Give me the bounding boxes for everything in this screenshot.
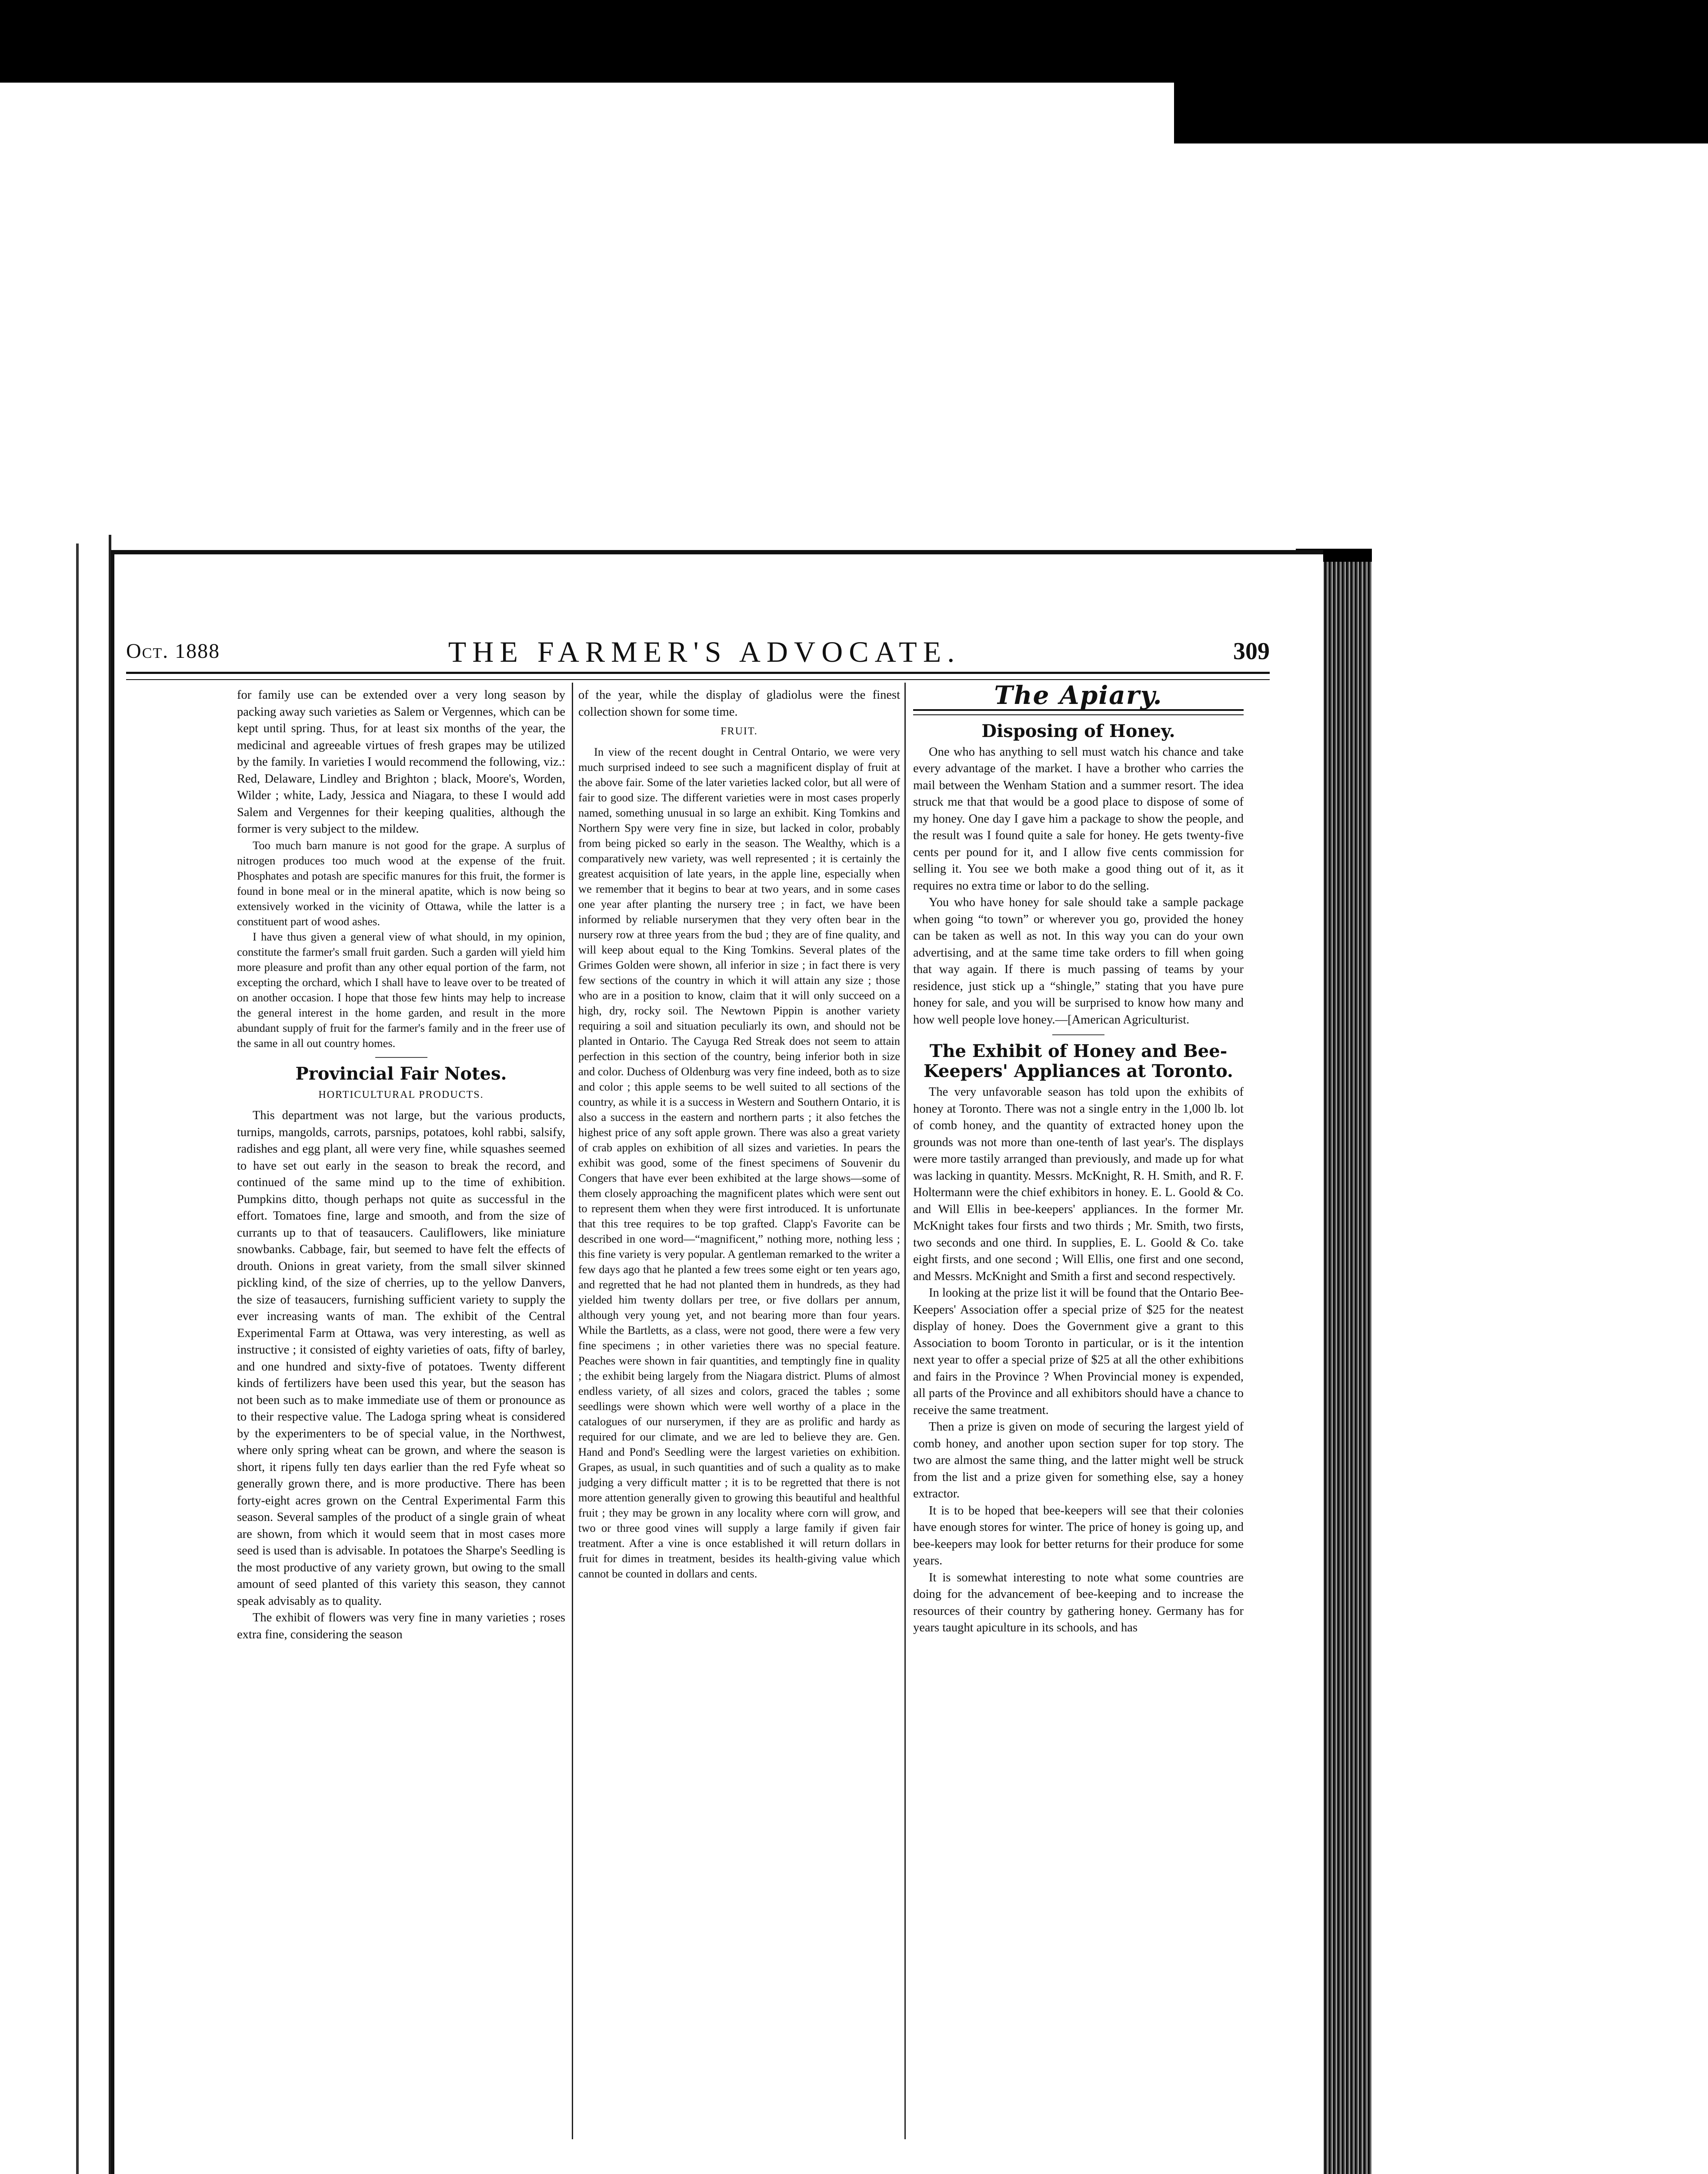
col1-paragraph: The exhibit of flowers was very fine in many varieties ; roses extra fine, considering the season — [237, 1611, 565, 1641]
col3-paragraph: Then a prize is given on mode of securing the largest yield of comb honey, and another upon section super for top story. The two are almost the same thing, and the latter might well be struck from the list and a prize given for something else, say a honey extractor. — [913, 1420, 1244, 1500]
department-title: The Apiary. — [994, 680, 1163, 710]
col2-paragraph: of the year, while the display of gladiolus were the finest collection shown for some time. — [578, 688, 900, 719]
col3-paragraph: It is to be hoped that bee-keepers will see that their colonies have enough stores for winter. The price of honey is going up, and bee-keepers may look for better returns for their produce for some years. — [913, 1504, 1244, 1567]
section-divider — [1052, 1034, 1104, 1035]
page-number: 309 — [1233, 638, 1270, 665]
masthead-title: THE FARMER'S ADVOCATE. — [448, 635, 961, 668]
col3-paragraph: It is somewhat interesting to note what some countries are doing for the advancement of bee-keeping and to increase the resources of their country by gathering honey. Germany has for years taught apiculture in its schools, and has — [913, 1570, 1244, 1634]
col3-paragraph: The very unfavorable season has told upon the exhibits of honey at Toronto. There was not a single entry in the 1,000 lb. lot of comb honey, and the quantity of extracted honey upon the grounds was not more than one-tenth of last year's. The displays were more tastily arranged than previously, and made up for what was lacking in quantity. Messrs. McKnight, R. H. Smith, and R. F. Holtermann were the chief exhibitors in honey. E. L. Goold & Co. and Will Ellis in bee-keepers' appliances. In the former Mr. McKnight takes four firsts and two thirds ; Mr. Smith, two firsts, two seconds and one third. In supplies, E. L. Goold & Co. take eight firsts, and one second ; Will Ellis, one first and one second, and Messrs. McKnight and Smith a first and second respectively. — [913, 1085, 1244, 1283]
page-header — [126, 635, 1270, 668]
article-heading: Provincial Fair Notes. — [295, 1063, 507, 1084]
col2-paragraph: In view of the recent dought in Central Ontario, we were very much surprised indeed to see such a magnificent display of fruit at the above fair. Some of the later varieties lacked color, but all were of fair to good size. The different varieties were in most cases properly named, something unusual in so large an exhibit. King Tomkins and Northern Spy were very fine in size, but lacked in color, probably from being picked so early in the season. The Wealthy, which is a comparatively new variety, was well represented ; it is certainly the greatest acquisition of late years, in the apple line, especially when we remember that it begins to bear at two years, and in some cases one year after planting the nursery tree ; in fact, we have been informed by reliable nurserymen that they very often bear in the nursery row at three years from the bud ; they are of fine quality, and will keep about equal to the King Tomkins. Several plates of the Grimes Golden were shown, all inferior in size ; in fact there is very few sections of the country in which it will attain any size ; those who are in a position to know, claim that it will only succeed on a high, dry, rocky soil. The Newtown Pippin is another variety requiring a soil and situation peculiarly its own, and should not be planted in Ontario. The Cayuga Red Streak does not seem to attain perfection in this section of the country, being inferior both in size and color. Duchess of Oldenburg was very fine indeed, both as to size and color ; this apple seems to be well suited to all sections of the country, as while it is a success in Western and Southern Ontario, it is also a success in the eastern and northern parts ; it also fetches the highest price of any soft apple grown. There was also a great variety of crab apples on exhibition of all sizes and varieties. In pears the exhibit was good, some of the finest specimens of Souvenir du Congers that have ever been exhibited at the large shows—some of them closely approaching the magnificent plates which were sent out to represent them when they were first introduced. It is unfortunate that this tree requires to be top grafted. Clapp's Favorite can be described in one word—“magnificent,” nothing more, nothing less ; this fine variety is very popular. A gentleman remarked to the writer a few days ago that he planted a few trees some eight or ten years ago, and regretted that he had not planted them in hundreds, as they had yielded him twenty dollars per tree, or five dollars per annum, although very young yet, and not bearing more than four years. While the Bartletts, as a class, were not good, there were a few very fine specimens ; in other varieties there was no special feature. Peaches were shown in fair quantities, and temptingly fine in quality ; the exhibit being largely from the Niagara district. Plums of almost endless variety, of all sizes and colors, graced the tables ; some seedlings were shown which were well worthy of a place in the catalogues of our nurserymen, if they are as prolific and hardy as required for our climate, and we are led to believe they are. Gen. Hand and Pond's Seedling were the largest varieties on exhibition. Grapes, as usual, in such quantities and of such a quality as to make judging a very difficult matter ; it is to be regretted that there is not more attention generally given to growing this beautiful and healthful fruit ; they may be grown in any locality where corn will grow, and two or three good vines will supply a large family if given fair treatment. After a vine is once established it will return dollars in fruit for dimes in treatment, besides its health-giving value which cannot be counted in dollars and cents. — [578, 745, 900, 1580]
col1-paragraph: Too much barn manure is not good for the grape. A surplus of nitrogen produces too much wood at the expense of the fruit. Phosphates and potash are specific manures for this fruit, the former is found in bone meal or in the mineral apatite, which is now being so extensively worked in the vicinity of Ottawa, while the latter is a constituent part of wood ashes. — [237, 838, 565, 928]
col1-paragraph: for family use can be extended over a very long season by packing away such varieties as Salem or Vergennes, which can be kept until spring. Thus, for at least six months of the year, the medicinal and agreeable virtues of fresh grapes may be utilized by the family. In varieties I would recommend the following, viz.: Red, Delaware, Lindley and Brighton ; black, Moore's, Worden, Wilder ; white, Lady, Jessica and Niagara, to these I would add Salem and Vergennes for their keeping qualities, although the former is very subject to the mildew. — [237, 688, 565, 836]
column-rule-2 — [904, 683, 906, 2139]
col3-paragraph: One who has anything to sell must watch his chance and take every advantage of the market. I have a brother who carries the mail between the Wenham Station and a summer resort. The idea struck me that that would be a good place to dispose of some of my honey. One day I gave him a package to show the people, and the result was I found quite a sale for honey. He gets twenty-five cents per pound for it, and I allow five cents commission for selling it. You see we both make a good thing out of it, as it requires no extra time or labor to do the selling. — [913, 745, 1244, 893]
section-divider — [375, 1057, 427, 1058]
article-heading: Disposing of Honey. — [981, 720, 1175, 741]
facing-page-gutter — [76, 544, 79, 2174]
page-stack-edge — [1320, 554, 1372, 2174]
col1-paragraph: This department was not large, but the various products, turnips, mangolds, carrots, parsnips, potatoes, kohl rabbi, salsify, radishes and egg plant, all were very fine, while squashes seemed to have set out early in the season to break the record, and continued of the same mind up to the time of exhibition. Pumpkins ditto, though perhaps not quite as successful in the effort. Tomatoes fine, large and smooth, and from the size of currants up to that of teasaucers. Cauliflowers, like miniature snowbanks. Cabbage, fair, but seemed to have felt the effects of drouth. Onions in great variety, from the small silver skinned pickling kind, of the size of cherries, up to the yellow Danvers, the size of teasaucers, furnishing sufficient variety to supply the ever increasing wants of man. The exhibit of the Central Experimental Farm at Ottawa, was very interesting, as well as instructive ; it consisted of eighty varieties of oats, fifty of barley, and one hundred and sixty-five of potatoes. Twenty different kinds of fertilizers have been used this year, but the season has not been such as to make immediate use of them or pronounce as to their respective value. The Ladoga spring wheat is considered by the experimenters to be of special value, in the Northwest, where only spring wheat can be grown, and where the season is short, it ripens fully ten days earlier than the red Fyfe wheat so generally grown there, and is more productive. There has been forty-eight acres grown on the Central Experimental Farm this season. Several samples of the product of a single grain of wheat are shown, from which it would seem that in most cases more seed is used than is advisable. In potatoes the Sharpe's Seedling is the most productive of any variety grown, but owing to the small amount of seed planted of this variety this season, they cannot speak advisably as to quality. — [237, 1109, 565, 1608]
section-subheading: FRUIT. — [721, 726, 758, 737]
col1-paragraph: I have thus given a general view of what should, in my opinion, constitute the farmer's small fruit garden. Such a garden will yield him more pleasure and profit than any other equal portion of the farm, not excepting the orchard, which I shall have to leave over to be treated of on another occasion. I hope that those few hints may help to increase the general interest in the home garden, and result in the more abundant supply of fruit for the farmer's family and in the freer use of the same in all out country homes. — [237, 930, 565, 1050]
issue-date: Oct. 1888 — [126, 640, 220, 663]
article-heading: The Exhibit of Honey and Bee-Keepers' Appliances at Toronto. — [924, 1041, 1233, 1081]
column-3 — [913, 680, 1244, 1637]
header-rule — [126, 672, 1270, 680]
scan-border-top-right — [1174, 0, 1708, 143]
column-2 — [578, 687, 900, 1581]
column-1 — [237, 687, 565, 1643]
facing-page-edge — [0, 535, 111, 2174]
article-subheading: HORTICULTURAL PRODUCTS. — [318, 1089, 484, 1100]
column-rule-1 — [572, 683, 573, 2139]
col3-paragraph: In looking at the prize list it will be found that the Ontario Bee-Keepers' Association offer a special prize of $25 for the neatest display of honey. Does the Government give a grant to this Association to boom Toronto in particular, or is it the intention next year to offer a special prize of $25 at all the other exhibitions and fairs in the Province ? When Provincial money is expended, all parts of the Province and all exhibitors should have a chance to receive the same treatment. — [913, 1286, 1244, 1417]
col3-paragraph: You who have honey for sale should take a sample package when going “to town” or wherever you go, provided the honey can be taken as well as not. In this way you can do your own advertising, and at the same time take orders to fill when going that way again. If there is much passing of teams by your residence, just stick up a “shingle,” stating that you have pure honey for sale, and you will be surprised to know how many and how well people love honey.—[American Agriculturist. — [913, 896, 1244, 1027]
